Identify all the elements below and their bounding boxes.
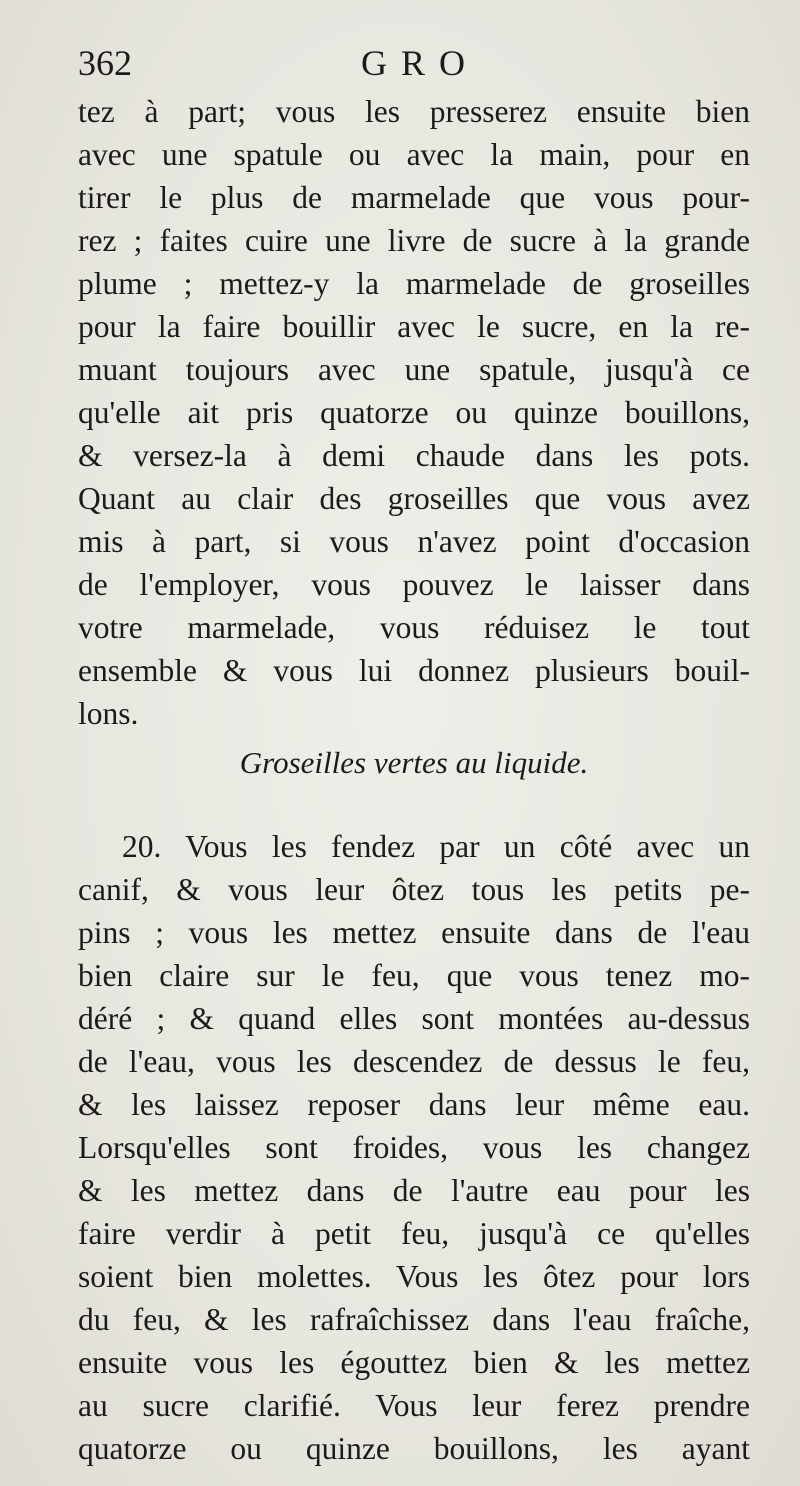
paragraph-2 — [78, 825, 750, 1470]
text-line: pour la faire bouillir avec le sucre, en la re- — [78, 309, 750, 344]
text-line: du feu, & les rafraîchissez dans l'eau fraîche, — [78, 1302, 750, 1337]
text-line: canif, & vous leur ôtez tous les petits pe- — [78, 872, 750, 907]
text-line: Lorsqu'elles sont froides, vous les changez — [78, 1130, 750, 1165]
text-line: qu'elle ait pris quatorze ou quinze bouillons, — [78, 395, 750, 430]
text-line: avec une spatule ou avec la main, pour en — [78, 137, 750, 172]
text-line: & versez-la à demi chaude dans les pots. — [78, 438, 750, 473]
text-line: de l'employer, vous pouvez le laisser dans — [78, 567, 750, 602]
text-line: tirer le plus de marmelade que vous pour- — [78, 180, 750, 215]
section-subheading: Groseilles vertes au liquide. — [239, 745, 589, 780]
text-line: mis à part, si vous n'avez point d'occasion — [78, 524, 750, 559]
text-line: plume ; mettez-y la marmelade de groseilles — [78, 266, 750, 301]
page-number: 362 — [78, 43, 132, 83]
text-line: Quant au clair des groseilles que vous avez — [78, 481, 750, 516]
text-line: & les mettez dans de l'autre eau pour les — [78, 1173, 750, 1208]
text-line: lons. — [78, 696, 139, 731]
text-line: bien claire sur le feu, que vous tenez mo- — [78, 958, 750, 993]
text-line: muant toujours avec une spatule, jusqu'à ce — [78, 352, 750, 387]
running-head: GRO — [360, 43, 479, 83]
page-header — [78, 42, 748, 92]
text-line: pins ; vous les mettez ensuite dans de l'eau — [78, 915, 750, 950]
text-line: ensemble & vous lui donnez plusieurs bouil- — [78, 653, 750, 688]
text-line: 20. Vous les fendez par un côté avec un — [122, 829, 750, 864]
body-text — [78, 90, 750, 1470]
text-line: faire verdir à petit feu, jusqu'à ce qu'elles — [78, 1216, 750, 1251]
text-line: votre marmelade, vous réduisez le tout — [78, 610, 750, 645]
paragraph-1 — [78, 90, 750, 735]
text-line: quatorze ou quinze bouillons, les ayant — [78, 1431, 750, 1466]
text-line: ensuite vous les égouttez bien & les mettez — [78, 1345, 750, 1380]
text-line: rez ; faites cuire une livre de sucre à la grande — [78, 223, 750, 258]
text-line: & les laissez reposer dans leur même eau. — [78, 1087, 750, 1122]
text-line: de l'eau, vous les descendez de dessus le feu, — [78, 1044, 750, 1079]
text-line: soient bien molettes. Vous les ôtez pour lors — [78, 1259, 750, 1294]
text-line: déré ; & quand elles sont montées au-dessus — [78, 1001, 750, 1036]
text-line: tez à part; vous les presserez ensuite bien — [78, 94, 750, 129]
text-line: au sucre clarifié. Vous leur ferez prendre — [78, 1388, 750, 1423]
section-gap — [78, 787, 750, 825]
